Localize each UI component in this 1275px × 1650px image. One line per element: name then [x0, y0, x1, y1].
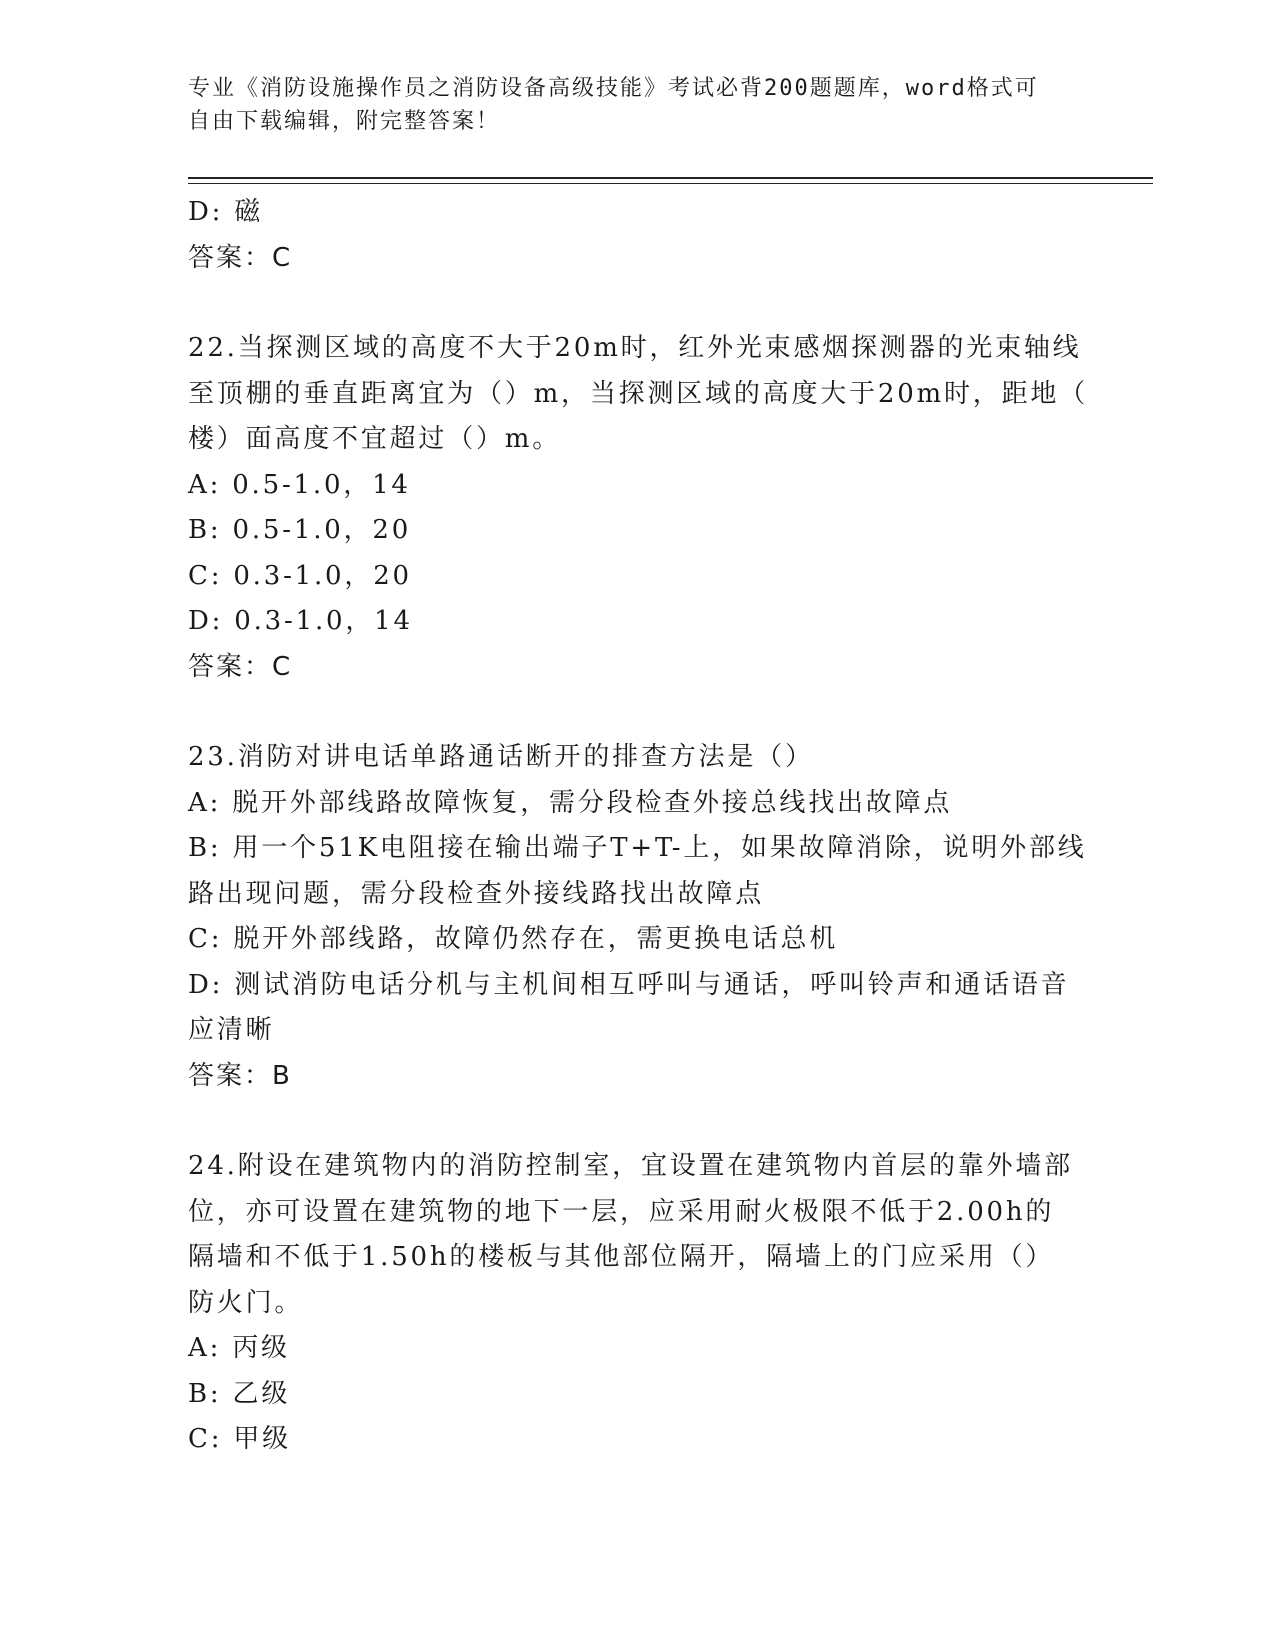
- option-c: C: 甲级: [188, 1424, 291, 1454]
- question-text-line: 至顶棚的垂直距离宜为（）m，当探测区域的高度大于20m时，距地（: [188, 378, 1088, 409]
- question-text-line: 24.附设在建筑物内的消防控制室，宜设置在建筑物内首层的靠外墙部: [188, 1151, 1073, 1181]
- header-rule-thick: [188, 177, 1153, 179]
- option-b: B: 用一个51K电阻接在输出端子T+T-上，如果故障消除，说明外部线: [188, 833, 1087, 863]
- question-24: [188, 1144, 1088, 1463]
- option-c: C: 0.3-1.0，20: [188, 560, 412, 591]
- answer-line: 答案：C: [188, 651, 293, 682]
- option-a: A: 脱开外部线路故障恢复，需分段检查外接总线找出故障点: [188, 787, 953, 818]
- answer-line: 答案：B: [188, 1060, 292, 1091]
- question-text-line: 隔墙和不低于1.50h的楼板与其他部位隔开，隔墙上的门应采用（）: [188, 1242, 1055, 1272]
- header-line-1: 专业《消防设施操作员之消防设备高级技能》考试必背200题题库，word格式可: [188, 76, 1039, 101]
- option-a: A: 0.5-1.0，14: [188, 469, 411, 500]
- question-text-line: 22.当探测区域的高度不大于20m时，红外光束感烟探测器的光束轴线: [188, 333, 1082, 363]
- previous-question-tail: [188, 190, 1088, 281]
- question-text-line: 位，亦可设置在建筑物的地下一层，应采用耐火极限不低于2.00h的: [188, 1196, 1055, 1227]
- spacer: [188, 690, 1088, 735]
- spacer: [188, 281, 1088, 326]
- option-d: D: 0.3-1.0，14: [188, 606, 413, 636]
- header-rule-thin: [188, 183, 1153, 184]
- question-22: [188, 326, 1088, 690]
- spacer: [188, 1099, 1088, 1144]
- option-d: D: 磁: [188, 197, 264, 227]
- question-text-line: 楼）面高度不宜超过（）m。: [188, 424, 562, 454]
- option-d: D: 测试消防电话分机与主机间相互呼叫与通话，呼叫铃声和通话语音: [188, 969, 1070, 1000]
- document-body: [188, 190, 1088, 1463]
- header-line-2: 自由下载编辑，附完整答案！: [188, 109, 501, 134]
- question-text-line: 防火门。: [188, 1287, 304, 1318]
- option-d-continued: 应清晰: [188, 1015, 275, 1045]
- question-23: [188, 735, 1088, 1099]
- option-b-continued: 路出现问题，需分段检查外接线路找出故障点: [188, 878, 765, 909]
- option-a: A: 丙级: [188, 1333, 290, 1363]
- question-text-line: 23.消防对讲电话单路通话断开的排查方法是（）: [188, 742, 814, 772]
- option-b: B: 0.5-1.0，20: [188, 515, 412, 545]
- document-header: [188, 72, 1088, 138]
- option-b: B: 乙级: [188, 1378, 291, 1409]
- answer-line: 答案：C: [188, 242, 293, 273]
- option-c: C: 脱开外部线路，故障仍然存在，需更换电话总机: [188, 924, 839, 954]
